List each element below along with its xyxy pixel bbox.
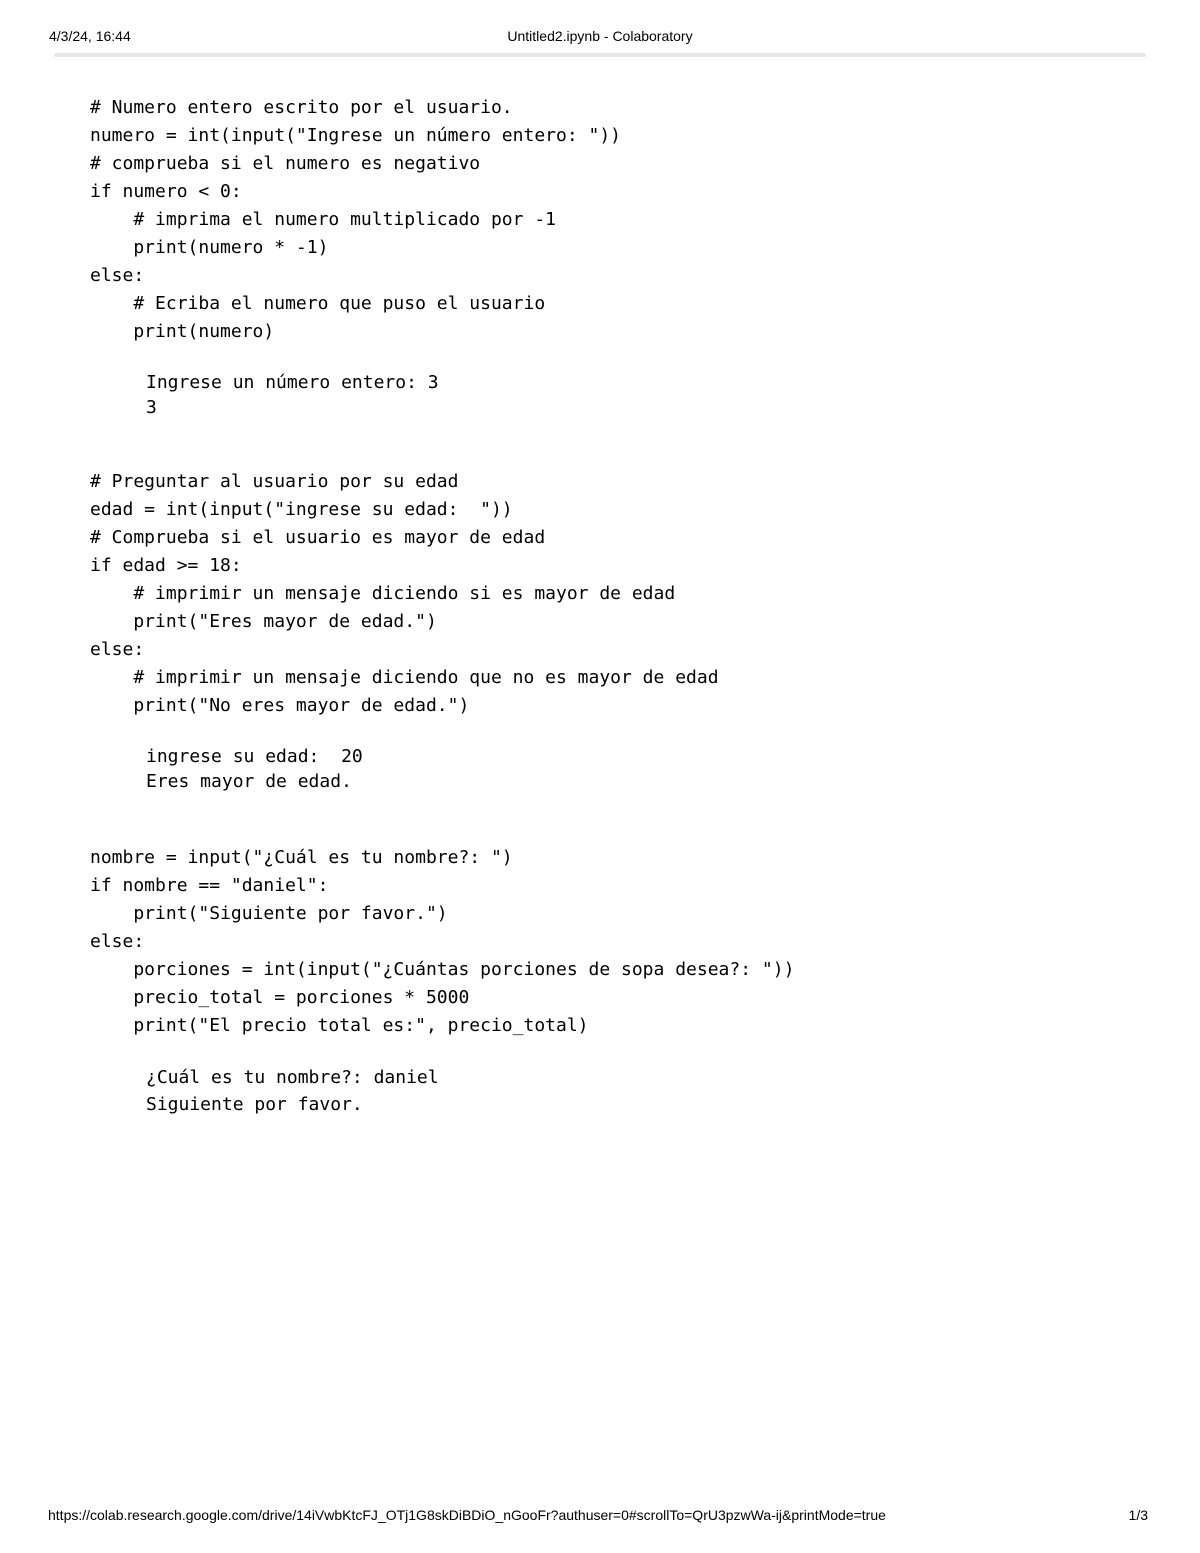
print-datetime: 4/3/24, 16:44 — [49, 28, 131, 44]
cell-3-output: ¿Cuál es tu nombre?: daniel Siguiente por favor. — [146, 1067, 439, 1115]
code-cell-2 — [90, 468, 1150, 794]
print-header — [0, 0, 1200, 56]
cell-1-code: # Numero entero escrito por el usuario. numero = int(input("Ingrese un número entero: ")) # comprueba si el numero es negativo if numero < 0: # imprima el numero multiplicado por -1 print(numero * -1) else: # Ecriba el numero que puso el usuario print(numero) — [90, 97, 622, 342]
code-cell-3 — [90, 844, 1150, 1118]
notebook-body — [90, 94, 1150, 1118]
code-cell-1 — [90, 94, 1150, 420]
page-number: 1/3 — [1128, 1507, 1148, 1523]
cell-1-output: Ingrese un número entero: 3 3 — [146, 372, 439, 418]
print-footer — [0, 1505, 1200, 1529]
header-divider — [54, 53, 1146, 57]
cell-2-code: # Preguntar al usuario por su edad edad = int(input("ingrese su edad: ")) # Comprueba si el usuario es mayor de edad if edad >= 18: # imprimir un mensaje diciendo si es mayor de edad print("Eres mayor de edad.") else: # imprimir un mensaje diciendo que no es mayor de edad print("No eres mayor de edad.") — [90, 471, 719, 716]
cell-3-code: nombre = input("¿Cuál es tu nombre?: ") if nombre == "daniel": print("Siguiente por favor.") else: porciones = int(input("¿Cuántas porciones de sopa desea?: ")) precio_total = porciones * 5000 print("El precio total es:", precio_total) — [90, 847, 795, 1036]
page-url: https://colab.research.google.com/drive/14iVwbKtcFJ_OTj1G8skDiBDiO_nGooFr?authuser=0#scrollTo=QrU3pzwWa-ij&printMode=true — [48, 1507, 886, 1523]
document-title: Untitled2.ipynb - Colaboratory — [507, 28, 693, 44]
cell-2-output: ingrese su edad: 20 Eres mayor de edad. — [146, 746, 363, 792]
